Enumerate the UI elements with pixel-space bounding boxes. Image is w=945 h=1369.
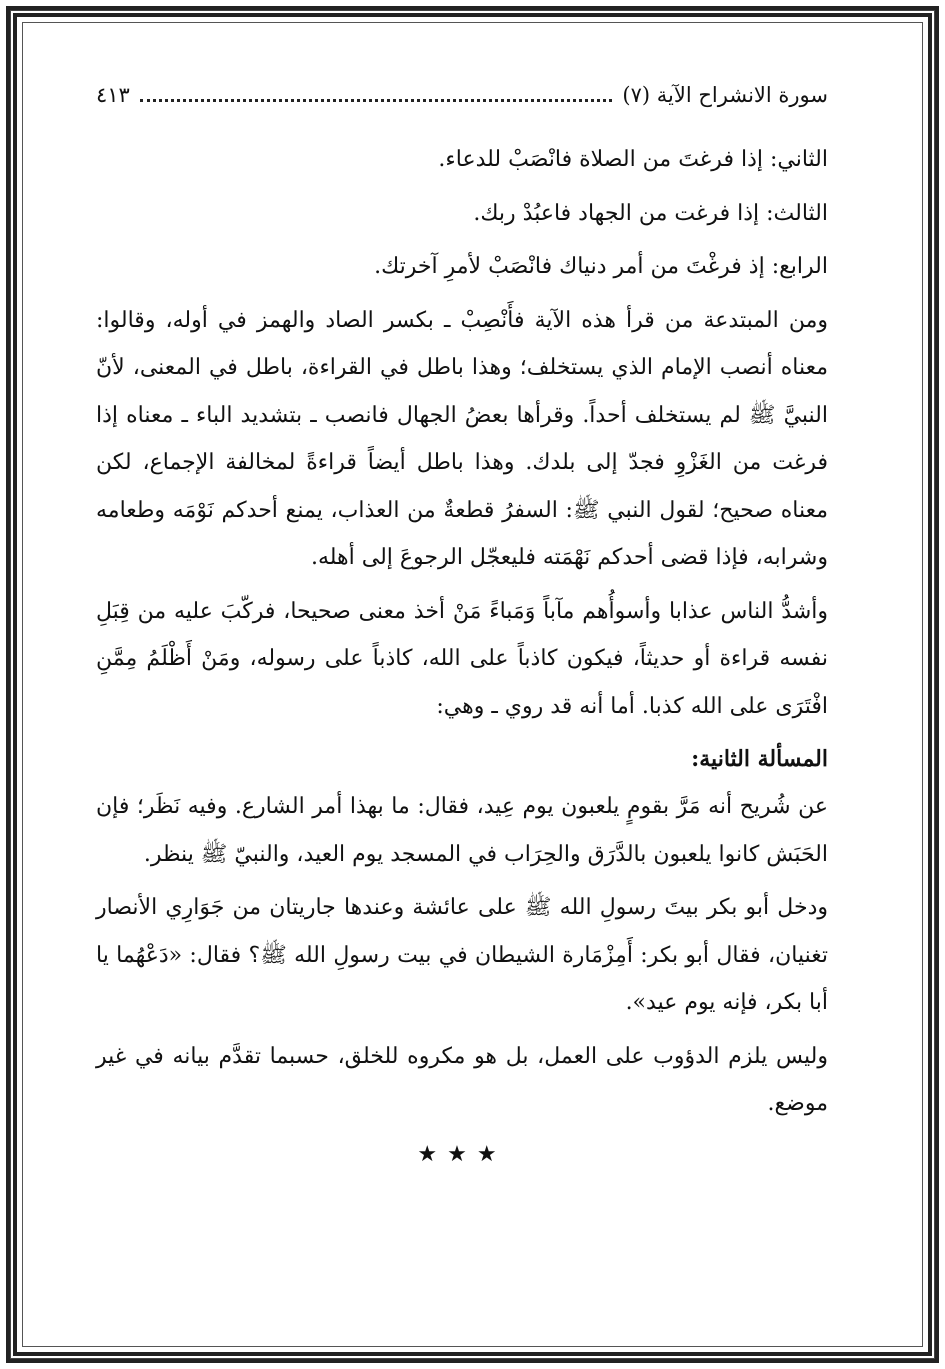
- running-header: [96, 70, 828, 120]
- list-item: الثالث: إذا فرغت من الجهاد فاعبُدْ ربك.: [473, 200, 828, 226]
- section-heading: المسألة الثانية:: [691, 746, 828, 772]
- paragraph: وأشدُّ الناس عذابا وأسوأُهم مآباً وَمَباءً مَنْ أخذ معنى صحيحا، فركّبَ عليه من قِبَلِ نفسه قراءة أو حديثاً، فيكون كاذباً على الله، كاذباً على رسوله، ومَنْ أَظْلَمُ مِمَّنِ افْتَرَى على الله كذبا. أما أنه قد روي ـ وهي:: [96, 598, 828, 719]
- chapter-title: سورة الانشراح الآية (٧): [622, 83, 828, 107]
- paragraph: عن شُريح أنه مَرَّ بقومٍ يلعبون يوم عِيد، فقال: ما بهذا أمر الشارع. وفيه نَظَر؛ فإن الحَبَش كانوا يلعبون بالدَّرَق والحِرَاب في المسجد يوم العيد، والنبيّ ﷺ ينظر.: [96, 794, 828, 867]
- header-leader-dots: [140, 89, 613, 102]
- list-item: الرابع: إذ فرغْتَ من أمر دنياك فانْصَبْ لأمرِ آخرتك.: [374, 254, 828, 279]
- page-content: [96, 136, 828, 1167]
- page-number: ٤١٣: [96, 83, 130, 107]
- paragraph: وليس يلزم الدؤوب على العمل، بل هو مكروه للخلق، حسبما تقدَّم بيانه في غير موضع.: [96, 1043, 828, 1116]
- list-item: الثاني: إذا فرغتَ من الصلاة فانْصَبْ للدعاء.: [438, 147, 828, 172]
- section-separator-stars: ★★★: [417, 1141, 507, 1167]
- paragraph: ومن المبتدعة من قرأ هذه الآية فأَنْصِبْ ـ بكسر الصاد والهمز في أوله، وقالوا: معناه أنصب الإمام الذي يستخلف؛ وهذا باطل في القراءة، باطل في المعنى، لأنّ النبيَّ ﷺ لم يستخلف أحداً. وقرأها بعضُ الجهال فانصب ـ بتشديد الباء ـ معناه إذا فرغت من الغَزْوِ فجدّ إلى بلدك. وهذا باطل أيضاً قراءةً لمخالفة الإجماع، لكن معناه صحيح؛ لقول النبي ﷺ: السفرُ قطعةٌ من العذاب، يمنع أحدكم نَوْمَه وطعامه وشرابه، فإذا قضى أحدكم نَهْمَته فليعجّل الرجوعَ إلى أهله.: [96, 307, 828, 570]
- book-page: [96, 70, 828, 1167]
- paragraph: ودخل أبو بكر بيتَ رسولِ الله ﷺ على عائشة وعندها جاريتان من جَوَارِي الأنصار تغنيان، فقال أبو بكر: أَمِزْمَارة الشيطان في بيت رسولِ الله ﷺ؟ فقال: «دَعْهُما يا أبا بكر، فإنه يوم عيد».: [96, 895, 828, 1015]
